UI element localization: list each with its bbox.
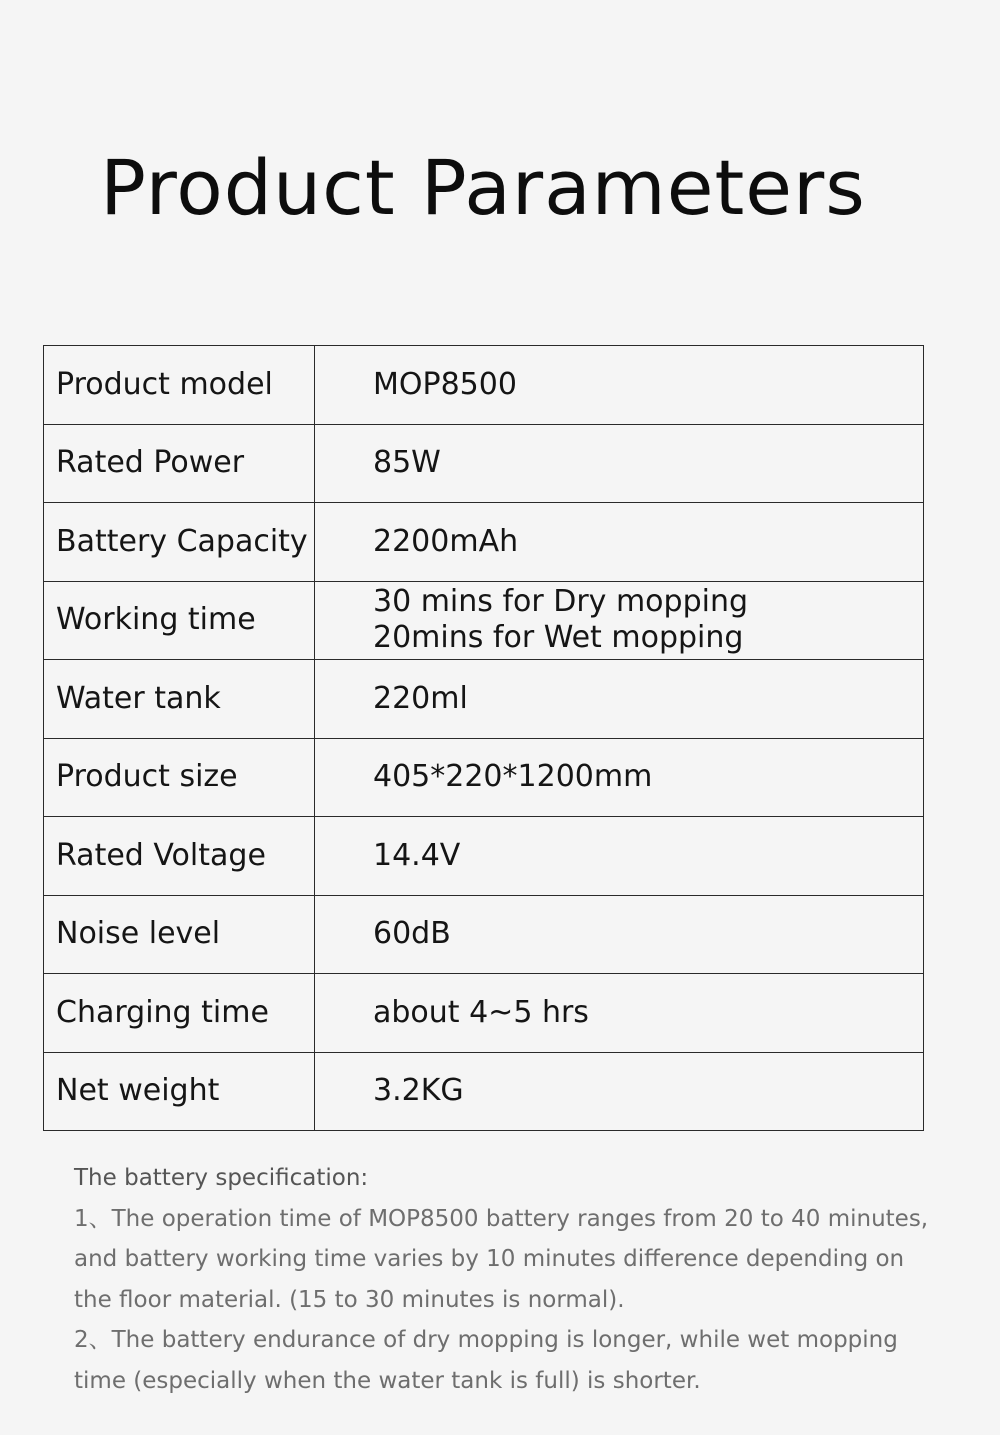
- table-row: [44, 895, 924, 974]
- value-line: 405*220*1200mm: [373, 759, 653, 795]
- value-line: 2200mAh: [373, 523, 519, 559]
- table-row: [44, 503, 924, 582]
- table-row: [44, 974, 924, 1053]
- table-row: [44, 1052, 924, 1131]
- value-line: 85W: [373, 445, 441, 481]
- table-row: [44, 738, 924, 817]
- parameter-label: Noise level: [44, 895, 315, 974]
- parameter-label: Rated Voltage: [44, 817, 315, 896]
- value-line: about 4~5 hrs: [373, 994, 589, 1030]
- parameter-label: Charging time: [44, 974, 315, 1053]
- parameter-value: [315, 1052, 924, 1131]
- parameter-label: Product size: [44, 738, 315, 817]
- page-title: Product Parameters: [100, 143, 866, 232]
- parameter-value: [315, 660, 924, 739]
- parameter-label: Water tank: [44, 660, 315, 739]
- value-line: 3.2KG: [373, 1073, 464, 1109]
- parameter-value: [315, 817, 924, 896]
- parameter-value: [315, 424, 924, 503]
- value-line: 20mins for Wet mopping: [373, 620, 744, 656]
- notes-item: 1、The operation time of MOP8500 battery ranges from 20 to 40 minutes, and battery working time varies by 10 minutes difference depending on the floor material. (15 to 30 minutes is normal).: [74, 1205, 929, 1313]
- parameter-value: [315, 738, 924, 817]
- notes-item: 2、The battery endurance of dry mopping is longer, while wet mopping time (especially when the water tank is full) is shorter.: [74, 1327, 898, 1394]
- parameter-value: [315, 581, 924, 660]
- product-parameters-table: [43, 345, 924, 1131]
- parameter-label: Net weight: [44, 1052, 315, 1131]
- value-line: 14.4V: [373, 837, 461, 873]
- notes-heading: The battery specification:: [74, 1165, 369, 1191]
- parameter-value: [315, 974, 924, 1053]
- parameter-value: [315, 346, 924, 425]
- parameter-label: Battery Capacity: [44, 503, 315, 582]
- table-row: [44, 424, 924, 503]
- value-line: 30 mins for Dry mopping: [373, 584, 749, 620]
- table-row: [44, 660, 924, 739]
- parameter-value: [315, 503, 924, 582]
- parameter-label: Working time: [44, 581, 315, 660]
- value-line: 220ml: [373, 680, 468, 716]
- value-line: 60dB: [373, 916, 451, 952]
- table-row: [44, 346, 924, 425]
- battery-notes: [74, 1158, 934, 1402]
- parameter-label: Rated Power: [44, 424, 315, 503]
- parameter-label: Product model: [44, 346, 315, 425]
- table-row: [44, 581, 924, 660]
- parameter-value: [315, 895, 924, 974]
- value-line: MOP8500: [373, 366, 517, 402]
- table-row: [44, 817, 924, 896]
